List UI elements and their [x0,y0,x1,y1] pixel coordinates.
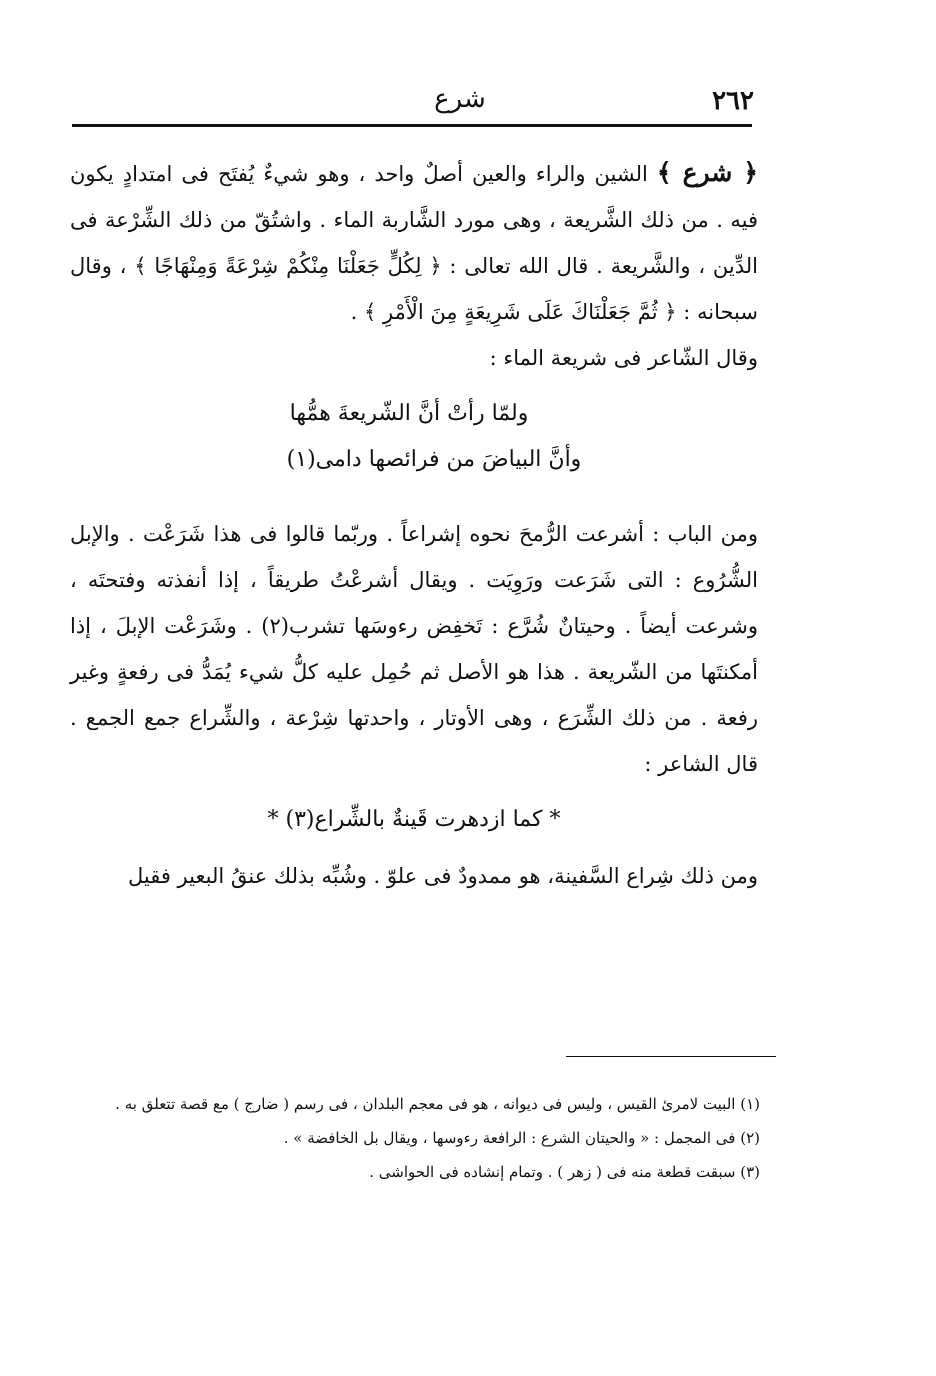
header-rule [72,124,752,127]
poet-intro: وقال الشّاعر فى شريعة الماء : [489,346,758,370]
footnote-2: (٢) فى المجمل : « والحيتان الشرع : الرافعة رءوسها ، ويقال بل الخافضة » . [283,1129,760,1147]
entry-paragraph-1 [70,150,758,335]
entry-paragraph-2: ومن الباب : أشرعت الرُّمحَ نحوه إشراعاً . وربّما قالوا فى هذا شَرَعْت . والإبل الشُّرُوع : التى شَرَعت ورَوِيَت . ويقال أشرعْتُ طريقاً ، إذا أنفذته وفتحتَه ، وشرعت أيضاً . وحيتانٌ شُرَّع : تَخفِض رءوسَها تشرب(٢) . وشَرَعْت الإبلَ ، إذا أمكنتَها من الشّريعة . هذا هو الأصل ثم حُمِل عليه كلُّ شيء يُمَدُّ فى رفعةٍ وغير رفعة . من ذلك الشِّرَع ، وهى الأوتار ، واحدتها شِرْعة ، والشِّراع جمع الجمع . قال الشاعر : [70,522,758,776]
footnote-rule [566,1056,776,1057]
footnote-1: (١) البيت لامرئ القيس ، وليس فى ديوانه ، هو فى معجم البلدان ، فى رسم ( ضارج ) مع قصة تتعلق به . [115,1095,760,1113]
verse-1-first-hemistich: ولمّا رأتْ أنَّ الشّريعةَ همُّها [289,401,529,426]
entry-headword: ﴿ شرع ﴾ [656,158,758,187]
footnote-3: (٣) سبقت قطعة منه فى ( زهر ) . وتمام إنشاده فى الحواشى . [369,1163,760,1181]
verse-1 [70,391,758,483]
verse-2: * كما ازدهرت قَينةٌ بالشِّراع(٣) * [267,807,561,832]
entry-paragraph-3: ومن ذلك شِراع السَّفينة، هو ممدودٌ فى علوّ . وشُبِّه بذلك عنقُ البعير فقيل [127,864,758,888]
entry-paragraph-1-text: الشين والراء والعين أصلٌ واحد ، وهو شيءٌ يُفتَح فى امتدادٍ يكون فيه . من ذلك الشَّريعة ، وهى مورد الشَّاربة الماء . واشتُقّ من ذلك الشِّرْعة فى الدِّين ، والشَّريعة . قال الله تعالى : ﴿ لِكُلٍّ جَعَلْنَا مِنْكُمْ شِرْعَةً وَمِنْهَاجًا ﴾ ، وقال سبحانه : ﴿ ثُمَّ جَعَلْنَاكَ عَلَى شَرِيعَةٍ مِنَ الْأَمْرِ ﴾ . [70,162,758,324]
entry-body [70,150,758,899]
page-number: ٢٦٢ [712,86,754,116]
running-head: شرع [434,84,486,114]
verse-1-second-hemistich: وأنَّ البياضَ من فرائصها دامى(١) [286,447,582,472]
page-header [70,80,754,120]
footnotes [76,1090,760,1192]
spacer [70,493,758,511]
